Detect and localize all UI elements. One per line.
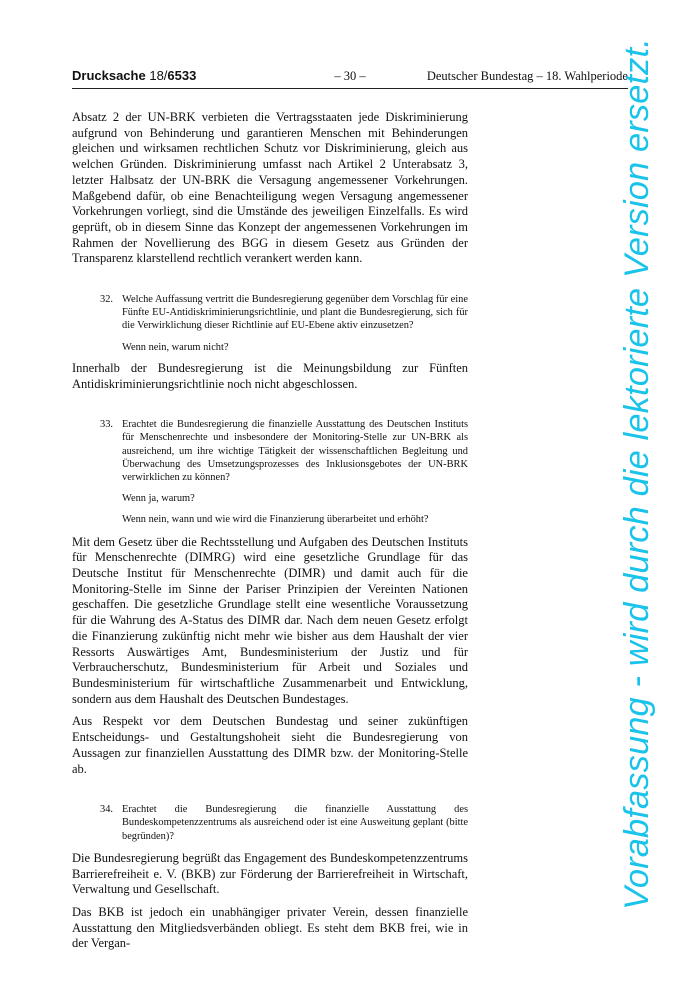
question-text: Erachtet die Bundesregierung die finanzielle Ausstattung des Bundeskompetenzzentrums als ausreichend oder ist eine Ausweitung geplant (bitte begründen)? [122, 804, 468, 842]
question-text: Erachtet die Bundesregierung die finanzielle Ausstattung des Deutschen Instituts für Menschenrechte und insbesondere der Monitoring-Stelle zur UN-BRK als ausreichend, um ihre wichtige Tätigkeit der wissenschaftlichen Begleitung und Überwachung des Umsetzungsprozesses des Inklusionsgebotes der UN-BRK verwirklichen zu können? [122, 419, 468, 484]
page-number: – 30 – [334, 69, 366, 83]
answer-paragraph: Innerhalb der Bundesregierung ist die Meinungsbildung zur Fünften Antidiskriminierungsrichtlinie noch nicht abgeschlossen. [72, 360, 468, 391]
draft-watermark: Vorabfassung - wird durch die lektorierte Version ersetzt. [618, 38, 656, 910]
question-32 [100, 293, 468, 354]
publisher-label: Deutscher Bundestag – 18. Wahlperiode [426, 69, 628, 83]
question-text: Welche Auffassung vertritt die Bundesregierung gegenüber dem Vorschlag für eine Fünfte EU-Antidiskriminierungsrichtlinie, und plant die Bundesregierung, sich für die Verwirklichung dieser Richtlinie auf EU-Ebene aktiv einzusetzen? [122, 294, 468, 332]
answer-paragraph: Aus Respekt vor dem Deutschen Bundestag und seiner zukünftigen Entscheidungs- und Gestaltungshoheit sieht die Bundesregierung von Aussagen zur finanziellen Ausstattung des DIMR bzw. der Monitoring-Stelle ab. [72, 714, 468, 776]
document-number-prefix: 18/ [149, 68, 168, 83]
question-34 [100, 803, 468, 843]
document-label: Drucksache [72, 68, 146, 83]
answer-paragraph: Absatz 2 der UN-BRK verbieten die Vertragsstaaten jede Diskriminierung aufgrund von Behinderung und garantieren Menschen mit Behinderungen gleichen und wirksamen rechtlichen Schutz vor Diskriminierung, gleich aus welchen Gründen. Diskriminierung umfasst nach Artikel 2 Unterabsatz 3, letzter Halbsatz der UN-BRK die Versagung angemessener Vorkehrungen. Maßgebend dafür, ob eine Benachteiligung wegen Versagung angemessener Vorkehrungen vorliegt, sind die Umstände des jeweiligen Einzelfalls. Es wird geprüft, ob in diesem Sinne das Konzept der angemessenen Vorkehrungen im Rahmen der Novellierung des BGG in diesem Gesetz aus Gründen der Transparenz klarstellend rechtlich verankert werden kann. [72, 110, 468, 266]
question-number: 32. [100, 294, 113, 306]
document-number-bold: 6533 [167, 68, 197, 83]
question-subtext: Wenn nein, wann und wie wird die Finanzierung überarbeitet und erhöht? [122, 514, 429, 526]
page-header [72, 68, 628, 89]
question-number: 33. [100, 419, 113, 431]
question-number: 34. [100, 804, 113, 816]
answer-paragraph: Das BKB ist jedoch ein unabhängiger privater Verein, dessen finanzielle Ausstattung den Mitgliedsverbänden obliegt. Es steht dem BKB frei, wie in der Vergan- [72, 904, 468, 951]
question-subtext: Wenn ja, warum? [122, 493, 195, 505]
answer-paragraph: Mit dem Gesetz über die Rechtsstellung und Aufgaben des Deutschen Instituts für Menschenrechte (DIMRG) wird eine gesetzliche Grundlage für das Deutsche Institut für Menschenrechte (DIMR) und damit auch für die Monitoring-Stelle im Sinne der Pariser Prinzipien der Vereinten Nationen geschaffen. Die gesetzliche Grundlage stellt eine wesentliche Voraussetzung für die Wahrung des A-Status des DIMR dar. Nach dem neuen Gesetz erfolgt die Finanzierung zukünftig nicht mehr wie bisher aus dem Haushalt der vier Ressorts Auswärtiges Amt, Bundesministerium der Justiz und für Verbraucherschutz, Bundesministerium für Arbeit und Soziales und Bundesministerium für wirtschaftliche Zusammenarbeit und Entwicklung, sondern aus dem Haushalt des Deutschen Bundestages. [72, 534, 468, 706]
question-33 [100, 418, 468, 526]
page-body [72, 110, 468, 959]
question-subtext: Wenn nein, warum nicht? [122, 341, 229, 353]
answer-paragraph: Die Bundesregierung begrüßt das Engagement des Bundeskompetenzzentrums Barrierefreiheit e. V. (BKB) zur Förderung der Barrierefreiheit in Wirtschaft, Verwaltung und Gesellschaft. [72, 850, 468, 897]
